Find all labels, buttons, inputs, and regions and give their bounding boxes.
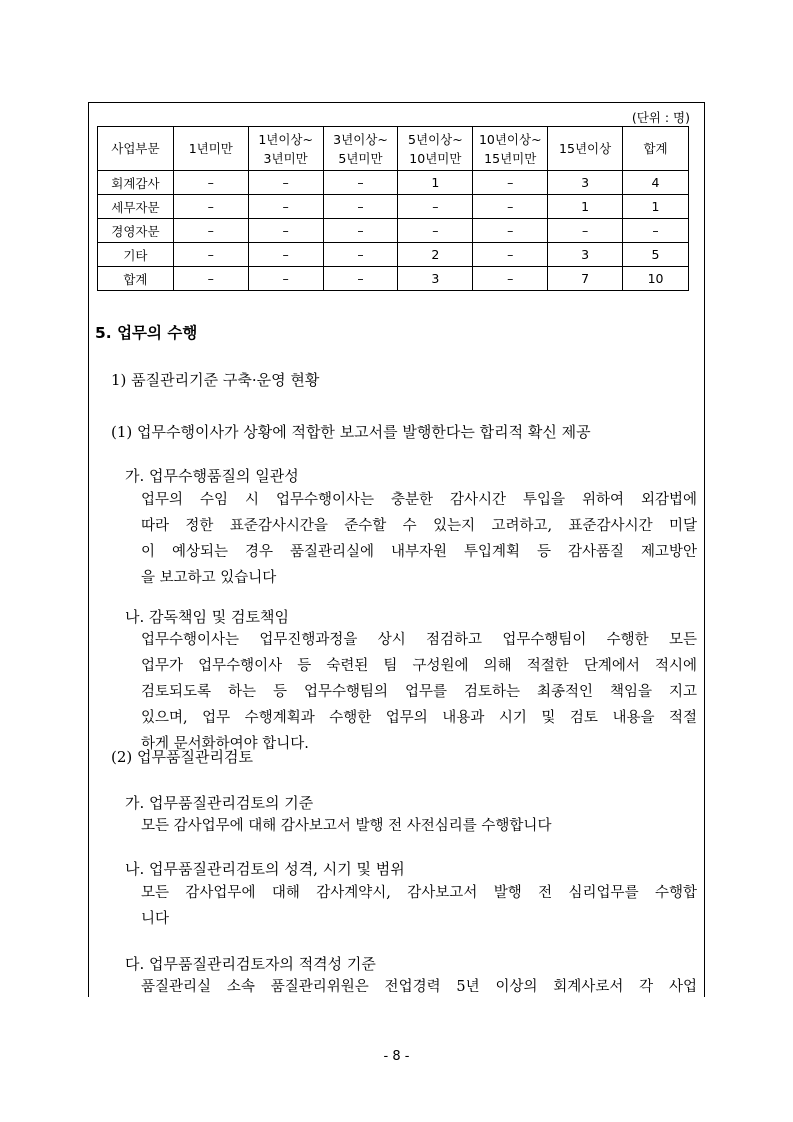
- paragraph-line: 모든 감사업무에 대해 감사보고서 발행 전 사전심리를 수행합니다: [141, 818, 552, 834]
- paragraph-line: 하게 문서화하여야 합니다.: [141, 736, 309, 752]
- table-row: [98, 171, 689, 195]
- table-cell: 2: [398, 243, 473, 267]
- table-cell: 4: [623, 171, 689, 195]
- paragraph-line: 업무수행이사는 업무진행과정을 상시 점검하고 업무수행팀이 수행한 모든: [141, 632, 697, 648]
- table-cell: –: [473, 195, 548, 219]
- header-cell-line: 15년미만: [484, 150, 537, 166]
- table-cell: –: [473, 219, 548, 243]
- paragraph-line: 업무의 수임 시 업무수행이사는 충분한 감사시간 투입을 위하여 외감법에: [141, 492, 697, 508]
- table-cell: –: [248, 171, 323, 195]
- table-cell: –: [173, 195, 248, 219]
- header-cell-line: 10년미만: [409, 150, 462, 166]
- ga2-paragraph: [141, 813, 697, 839]
- paragraph-line: 이 예상되는 경우 품질관리실에 내부자원 투입계획 등 감사품질 제고방안: [141, 544, 697, 560]
- table-cell: –: [473, 267, 548, 291]
- table-header-cell: [248, 127, 323, 171]
- table-cell: 세무자문: [98, 195, 174, 219]
- table-cell: –: [173, 267, 248, 291]
- table-header-cell: [173, 127, 248, 171]
- table-cell: –: [473, 243, 548, 267]
- header-cell-line: 3년이상~: [333, 131, 388, 147]
- table-header-cell: [548, 127, 623, 171]
- table-cell: –: [248, 243, 323, 267]
- item-1-title: (1) 업무수행이사가 상황에 적합한 보고서를 발행한다는 합리적 확신 제공: [111, 423, 591, 441]
- table-cell: 7: [548, 267, 623, 291]
- table-cell: –: [173, 219, 248, 243]
- header-cell-line: 1년미만: [188, 141, 233, 156]
- table-cell: –: [248, 219, 323, 243]
- staff-experience-table: [97, 126, 689, 291]
- da2-title: 다. 업무품질관리검토자의 적격성 기준: [125, 955, 376, 973]
- table-cell: 10: [623, 267, 689, 291]
- subsection-title: 1) 품질관리기준 구축·운영 현황: [111, 371, 320, 389]
- na2-paragraph: [141, 880, 697, 932]
- paragraph-line: 업무가 업무수행이사 등 숙련된 팀 구성원에 의해 적절한 단계에서 적시에: [141, 658, 697, 674]
- table-cell: –: [398, 219, 473, 243]
- header-cell-line: 5년이상~: [408, 131, 463, 147]
- table-cell: 5: [623, 243, 689, 267]
- na1-title: 나. 감독책임 및 검토책임: [125, 608, 289, 626]
- table-header-cell: [323, 127, 398, 171]
- header-cell-line: 5년미만: [338, 150, 383, 166]
- table-cell: 1: [548, 195, 623, 219]
- table-cell: 1: [623, 195, 689, 219]
- table-row: [98, 267, 689, 291]
- header-cell-line: 15년이상: [559, 141, 612, 156]
- table-header-cell: [98, 127, 174, 171]
- table-row: [98, 219, 689, 243]
- da2-paragraph: [141, 974, 697, 998]
- item-2-title: (2) 업무품질관리검토: [111, 748, 253, 766]
- table-cell: 회계감사: [98, 171, 174, 195]
- table-cell: –: [323, 171, 398, 195]
- table-cell: –: [323, 195, 398, 219]
- table-header-cell: [398, 127, 473, 171]
- paragraph-line: 따라 정한 표준감사시간을 준수할 수 있는지 고려하고, 표준감사시간 미달: [141, 518, 697, 534]
- paragraph-line: 니다: [141, 911, 170, 927]
- table-cell: 1: [398, 171, 473, 195]
- table-cell: –: [548, 219, 623, 243]
- table-row: [98, 243, 689, 267]
- table-cell: –: [173, 171, 248, 195]
- section-title: 5. 업무의 수행: [95, 324, 198, 342]
- table-cell: –: [623, 219, 689, 243]
- table-cell: 기타: [98, 243, 174, 267]
- table-cell: –: [248, 195, 323, 219]
- table-cell: –: [398, 195, 473, 219]
- page-number: - 8 -: [383, 1049, 410, 1064]
- paragraph-line: 을 보고하고 있습니다: [141, 570, 277, 586]
- ga1-title: 가. 업무수행품질의 일관성: [125, 467, 299, 485]
- table-cell: 3: [548, 243, 623, 267]
- table-cell: –: [323, 243, 398, 267]
- na2-title: 나. 업무품질관리검토의 성격, 시기 및 범위: [125, 860, 405, 878]
- table-cell: 3: [398, 267, 473, 291]
- table-cell: –: [323, 219, 398, 243]
- paragraph-line: 품질관리실 소속 품질관리위원은 전업경력 5년 이상의 회계사로서 각 사업: [141, 979, 697, 995]
- header-cell-line: 3년미만: [263, 150, 308, 166]
- table-cell: –: [248, 267, 323, 291]
- paragraph-line: 검토되도록 하는 등 업무수행팀의 업무를 검토하는 최종적인 책임을 지고: [141, 684, 697, 700]
- ga1-paragraph: [141, 487, 697, 591]
- header-cell-line: 합계: [643, 141, 668, 156]
- unit-label: (단위 : 명): [631, 110, 690, 125]
- table-row: [98, 195, 689, 219]
- table-header-row: [98, 127, 689, 171]
- paragraph-line: 모든 감사업무에 대해 감사계약시, 감사보고서 발행 전 심리업무를 수행합: [141, 885, 697, 901]
- header-cell-line: 사업부문: [111, 141, 160, 156]
- table-cell: 합계: [98, 267, 174, 291]
- ga2-title: 가. 업무품질관리검토의 기준: [125, 794, 314, 812]
- table-cell: –: [173, 243, 248, 267]
- na1-paragraph: [141, 627, 697, 757]
- table-cell: –: [473, 171, 548, 195]
- paragraph-line: 있으며, 업무 수행계획과 수행한 업무의 내용과 시기 및 검토 내용을 적절: [141, 710, 697, 726]
- header-cell-line: 1년이상~: [258, 131, 313, 147]
- header-cell-line: 10년이상~: [478, 131, 542, 147]
- table-cell: 3: [548, 171, 623, 195]
- content-frame: [88, 102, 705, 997]
- table-header-cell: [623, 127, 689, 171]
- table-cell: 경영자문: [98, 219, 174, 243]
- table-header-cell: [473, 127, 548, 171]
- table-cell: –: [323, 267, 398, 291]
